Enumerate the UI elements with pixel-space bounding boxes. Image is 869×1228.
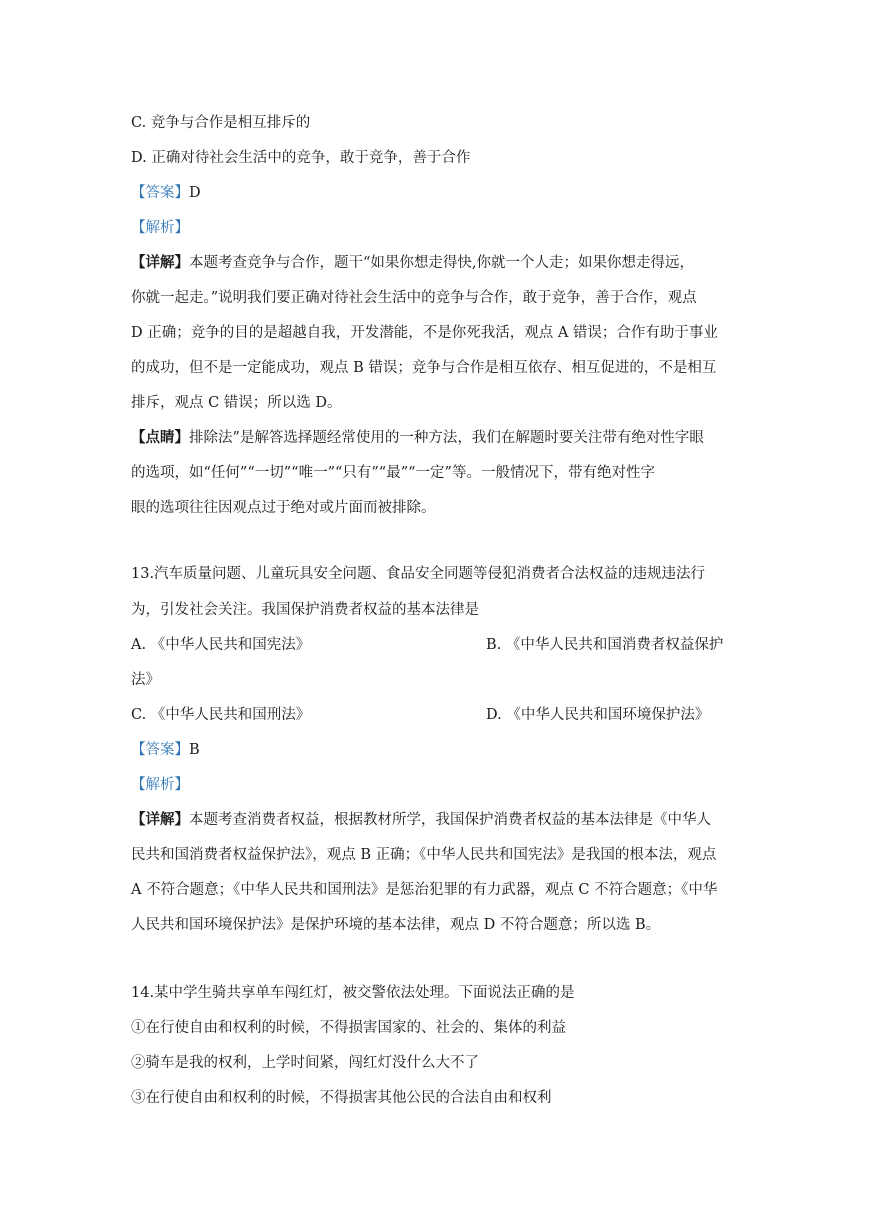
q12-tip-line (131, 428, 741, 448)
q13-options-ab (131, 635, 741, 655)
q12-analysis-tag (131, 218, 741, 238)
q12-detail-line (131, 253, 741, 273)
tip-text: 排除法”是解答选择题经常使用的一种方法，我们在解题时要关注带有绝对性字眼 (189, 430, 704, 446)
q12-detail-line: D 正确；竞争的目的是超越自我，开发潜能，不是你死我活，观点 A 错误；合作有助于事业 (131, 325, 718, 341)
q14-item: ②骑车是我的权利，上学时间紧，闯红灯没什么大不了 (131, 1055, 479, 1071)
answer-value: D (189, 185, 201, 201)
q13-detail-line: 人民共和国环境保护法》是保护环境的基本法律，观点 D 不符合题意；所以选 B。 (131, 917, 661, 933)
q13-option-b: B. 《中华人民共和国消费者权益保护 (486, 637, 724, 653)
q13-answer (131, 740, 741, 760)
q13-option-a: A. 《中华人民共和国宪法》 (131, 637, 311, 653)
q12-tip-line: 的选项，如“任何”“一切”“唯一”“只有”“最”“一定”等。一般情况下，带有绝对性字 (131, 465, 655, 481)
analysis-tag: 【解析】 (131, 777, 189, 793)
detail-text: 本题考查消费者权益，根据教材所学，我国保护消费者权益的基本法律是《中华人 (189, 812, 711, 828)
q13-stem-line: 为，引发社会关注。我国保护消费者权益的基本法律是 (131, 602, 479, 618)
q12-option-c: C. 竞争与合作是相互排斥的 (131, 115, 311, 131)
tip-tag: 【点睛】 (131, 429, 189, 446)
q13-detail-line: A 不符合题意；《中华人民共和国刑法》是惩治犯罪的有力武器，观点 C 不符合题意；《中华 (131, 882, 718, 898)
q12-detail-line: 的成功，但不是一定能成功，观点 B 错误；竞争与合作是相互依存、相互促进的，不是相互 (131, 360, 717, 376)
q14-item: ③在行使自由和权利的时候，不得损害其他公民的合法自由和权利 (131, 1090, 552, 1106)
q12-tip-line: 眼的选项往往因观点过于绝对或片面而被排除。 (131, 500, 436, 516)
q13-options-cd (131, 705, 741, 725)
q14-stem: 14.某中学生骑共享单车闯红灯，被交警依法处理。下面说法正确的是 (131, 985, 575, 1001)
q13-option-c: C. 《中华人民共和国刑法》 (131, 707, 311, 723)
answer-tag: 【答案】 (131, 185, 189, 201)
q13-detail-line: 民共和国消费者权益保护法》，观点 B 正确；《中华人民共和国宪法》是我国的根本法，观点 (131, 847, 717, 863)
detail-tag: 【详解】 (131, 254, 189, 271)
q13-option-b-cont: 法》 (131, 672, 160, 688)
q12-option-d: D. 正确对待社会生活中的竞争，敢于竞争，善于合作 (131, 150, 471, 166)
analysis-tag: 【解析】 (131, 220, 189, 236)
detail-tag: 【详解】 (131, 811, 189, 828)
answer-tag: 【答案】 (131, 742, 189, 758)
q13-option-d: D. 《中华人民共和国环境保护法》 (486, 707, 710, 723)
q13-analysis-tag (131, 775, 741, 795)
q12-detail-line: 排斥，观点 C 错误；所以选 D。 (131, 395, 342, 411)
q12-detail-line: 你就一起走。”说明我们要正确对待社会生活中的竞争与合作，敢于竞争，善于合作，观点 (131, 290, 697, 306)
q13-detail-line (131, 810, 741, 830)
q12-answer (131, 183, 741, 203)
answer-value: B (189, 742, 200, 758)
q14-item: ①在行使自由和权利的时候，不得损害国家的、社会的、集体的利益 (131, 1020, 566, 1036)
q13-stem-line: 13.汽车质量问题、儿童玩具安全问题、食品安全同题等侵犯消费者合法权益的违规违法行 (131, 566, 706, 582)
detail-text: 本题考查竞争与合作，题干“如果你想走得快,你就一个人走；如果你想走得远， (189, 255, 695, 271)
